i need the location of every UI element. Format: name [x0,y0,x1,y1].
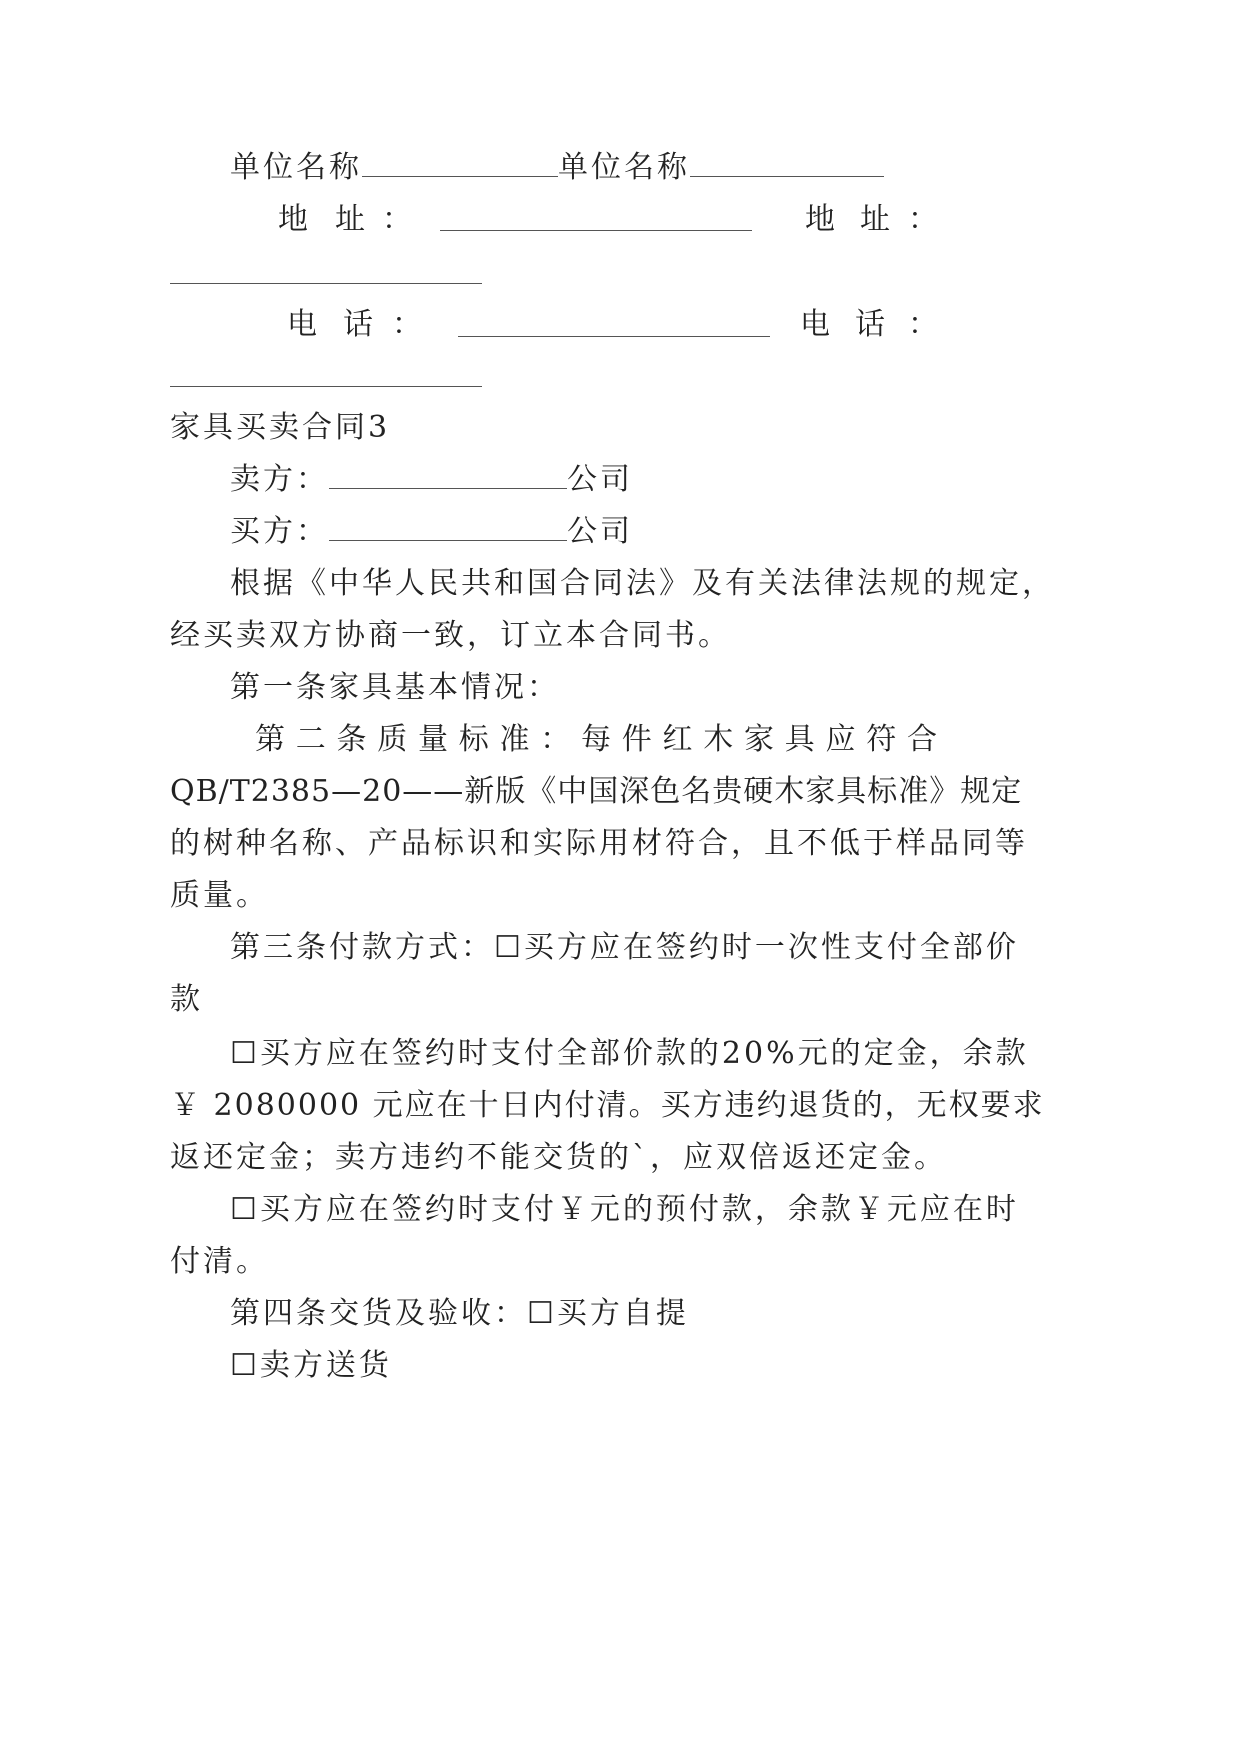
article-2-char: 家 [744,722,774,757]
tel-label-a-colon: ： [392,307,425,342]
seller-company-suffix: 公司 [567,462,633,497]
article-1: 第一条家具基本情况： [230,670,560,705]
article-2-char: 标 [458,722,489,757]
article-4-line-2: ☐卖方送货 [230,1348,392,1383]
article-2-char: 合 [907,722,937,757]
tel-label-b-char1: 电 [800,307,833,342]
article-2-char: 符 [866,722,897,757]
intro-line-2: 经买卖双方协商一致，订立本合同书。 [170,618,731,653]
payment-option-2-line-3: 返还定金；卖方违约不能交货的`，应双倍返还定金。 [170,1140,947,1175]
tel-label-b-char2: 话 [855,307,888,342]
article-2-char: 每 [581,722,611,757]
unit-name-label-a: 单位名称 [230,150,362,185]
address-label-b-char2: 址 [860,202,893,237]
article-2-line-1 [255,720,937,760]
unit-name-line [230,148,884,188]
tel-blank-a [458,336,770,337]
payment-option-3-line-1: ☐买方应在签约时支付￥元的预付款，余款￥元应在时 [230,1192,1019,1227]
seller-blank [329,462,567,489]
article-2-char: 条 [336,722,367,757]
article-2-char: 具 [784,722,815,757]
buyer-company-suffix: 公司 [567,514,633,549]
address-label-b-colon: ： [908,202,941,237]
article-2-char: 量 [418,722,448,757]
article-2-line-2: QB/T2385—20——新版《中国深色名贵硬木家具标准》规定 [170,774,1023,809]
article-2-line-3: 的树种名称、产品标识和实际用材符合，且不低于样品同等 [170,826,1028,861]
unit-name-blank-b [690,150,884,177]
unit-name-blank-a [362,150,558,177]
address-line [278,200,311,240]
article-2-char: 应 [825,722,856,757]
payment-option-2-line-2: ￥ 2080000 元应在十日内付清。买方违约退货的，无权要求 [170,1088,1045,1123]
address-label-a-char2: 址 [335,202,368,237]
buyer-line [230,512,633,552]
address-label-b-char1: 地 [805,202,838,237]
article-2-char: 红 [662,722,693,757]
buyer-label: 买方： [230,514,329,549]
article-2-char: 第 [255,722,285,757]
seller-label: 卖方： [230,462,329,497]
payment-option-2-line-1: ☐买方应在签约时支付全部价款的20%元的定金，余款 [230,1036,1029,1071]
buyer-blank [329,514,567,541]
article-2-char: 准 [499,722,530,757]
tel-blank-b [170,386,482,387]
tel-label-a-char1: 电 [287,307,320,342]
article-2-char: 木 [703,722,734,757]
unit-name-label-b: 单位名称 [558,150,690,185]
payment-option-3-line-2: 付清。 [170,1244,269,1279]
article-2-char: 质 [377,722,408,757]
article-2-char: ： [540,722,571,757]
article-2-char: 件 [621,722,652,757]
seller-line [230,460,633,500]
article-2-line-4: 质量。 [170,878,269,913]
article-3-line-2: 款 [170,982,203,1017]
article-2-char: 二 [295,722,326,757]
intro-line-1: 根据《中华人民共和国合同法》及有关法律法规的规定， [230,566,1055,601]
contract-title: 家具买卖合同3 [170,410,391,445]
article-4-line-1: 第四条交货及验收：☐买方自提 [230,1296,689,1331]
article-3-line-1: 第三条付款方式：☐买方应在签约时一次性支付全部价 [230,930,1019,965]
address-label-a-colon: ： [382,202,415,237]
tel-label-b-colon: ： [908,307,941,342]
address-blank-b [170,283,482,284]
tel-label-a-char2: 话 [343,307,376,342]
address-blank-a [440,230,752,231]
address-label-a-char1: 地 [278,202,311,237]
